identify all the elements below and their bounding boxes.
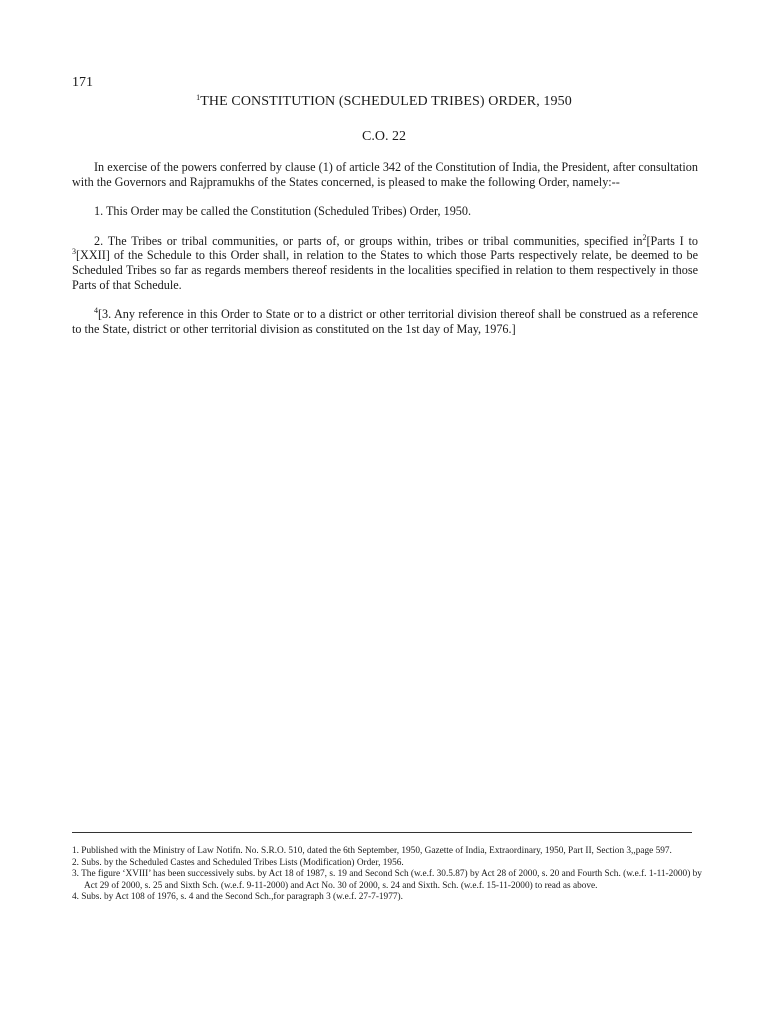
paragraph-2-text-a: 2. The Tribes or tribal communities, or parts of, or groups within, tribes or tribal communities, specified in (94, 233, 643, 248)
order-title (0, 94, 768, 110)
order-number: C.O. 22 (362, 129, 406, 144)
footnote-divider (72, 832, 692, 833)
footnote-marker-4: 4 (94, 306, 98, 316)
footnote-1: 1. Published with the Ministry of Law Notifn. No. S.R.O. 510, dated the 6th September, 1950, Gazette of India, Extraordinary, 1950, Part II, Section 3,,page 597. (72, 846, 672, 856)
title-footnote-marker: 1 (196, 93, 201, 102)
paragraph-3-text: [3. Any reference in this Order to State or to a district or other territorial division thereof shall be construed as a reference to the State, district or other territorial division as constituted on the 1st day of May, 1976.] (72, 307, 698, 336)
footnote-marker-2: 2 (642, 232, 647, 242)
footnote-marker-3: 3 (72, 247, 76, 257)
paragraph-2 (72, 234, 698, 292)
page-number: 171 (72, 75, 93, 90)
order-title-text: THE CONSTITUTION (SCHEDULED TRIBES) ORDER, 1950 (200, 94, 572, 109)
footnote-2: 2. Subs. by the Scheduled Castes and Scheduled Tribes Lists (Modification) Order, 1956. (72, 857, 404, 868)
order-body (72, 160, 698, 351)
footnote-4: 4. Subs. by Act 108 of 1976, s. 4 and the Second Sch.,for paragraph 3 (w.e.f. 27-7-1977). (72, 892, 403, 903)
footnote-3: 3. The figure ‘XVIII’ has been successively subs. by Act 18 of 1987, s. 19 and Second Sch (w.e.f. 30.5.87) by Act 28 of 2000, s. 20 and Fourth Sch. (w.e.f. 1-11-2000) by Act 29 of 2000, s. 25 and Sixth Sch. (w.e.f. 9-11-2000) and Act No. 30 of 2000, s. 24 and Sixth. Sch. (w.e.f. 15-11-2000) to read as above. (72, 869, 702, 891)
preamble-paragraph: In exercise of the powers conferred by clause (1) of article 342 of the Constitution of India, the President, after consultation with the Governors and Rajpramukhs of the States concerned, is pleased to make the following Order, namely:-- (72, 160, 698, 189)
paragraph-3 (72, 307, 698, 336)
paragraph-1: 1. This Order may be called the Constitution (Scheduled Tribes) Order, 1950. (94, 204, 472, 219)
paragraph-2-text-b: [Parts I to (646, 233, 698, 248)
paragraph-2-text-c: [XXII] of the Schedule to this Order shall, in relation to the States to which those Parts respectively relate, be deemed to be Scheduled Tribes so far as regards members thereof residents in the localities specified in relation to them respectively in those Parts of that Schedule. (72, 248, 698, 292)
footnotes (72, 846, 702, 904)
